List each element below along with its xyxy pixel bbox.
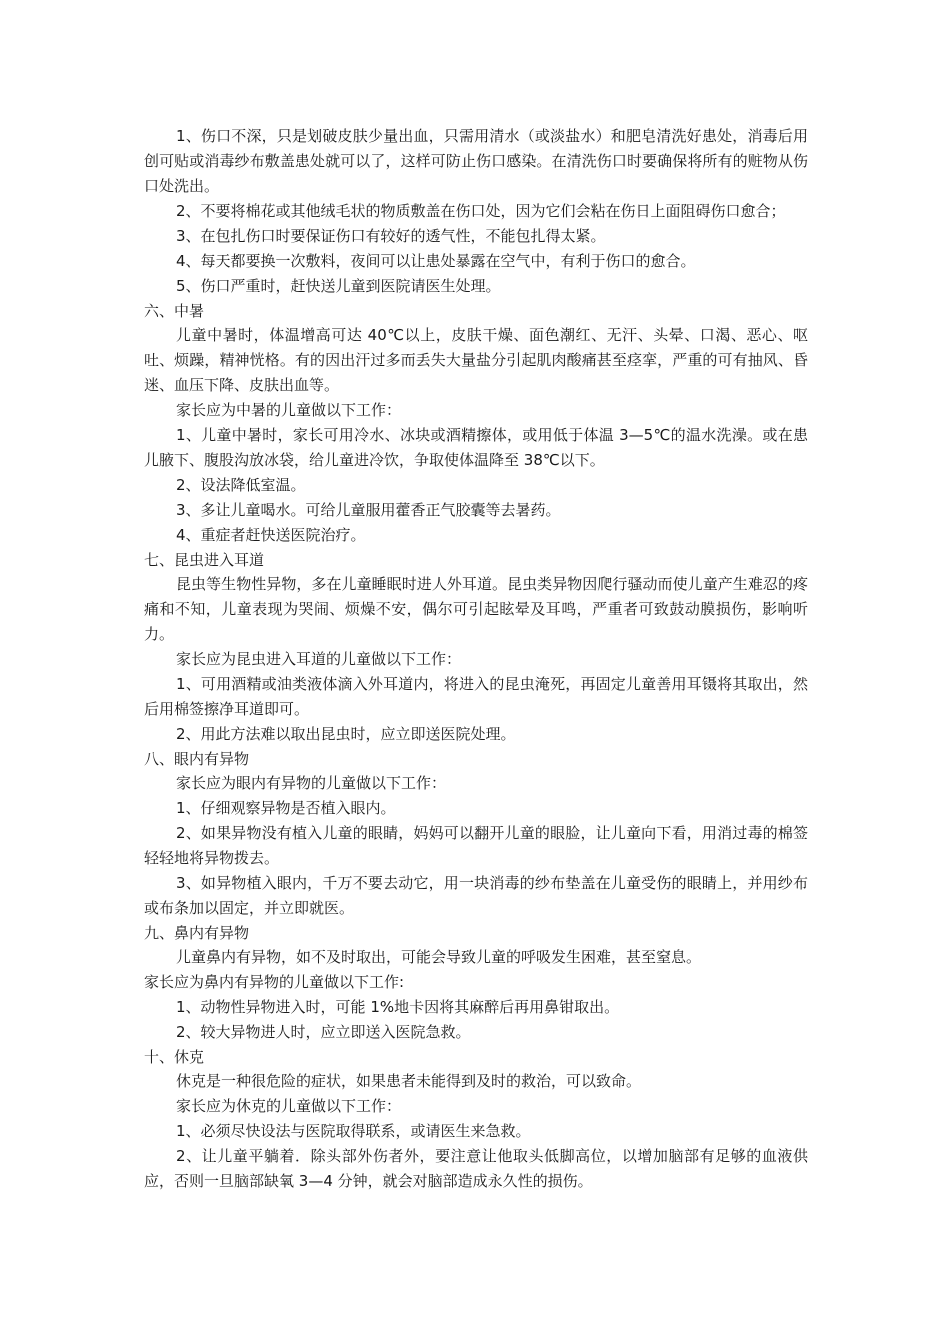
paragraph: 休克是一种很危险的症状，如果患者未能得到及时的救治，可以致命。 xyxy=(176,1072,642,1090)
paragraph: 2、让儿童平躺着．除头部外伤者外，要注意让他取头低脚高位，以增加脑部有足够的血液供应，否则一旦脑部缺氧 3—4 分钟，就会对脑部造成永久性的损伤。 xyxy=(144,1147,808,1190)
paragraph: 3、多让儿童喝水。可给儿童服用藿香正气胶囊等去暑药。 xyxy=(176,501,561,519)
paragraph: 家长应为休克的儿童做以下工作： xyxy=(176,1097,402,1115)
paragraph: 2、较大异物进人时，应立即送入医院急救。 xyxy=(176,1023,471,1041)
paragraph: 家长应为中暑的儿童做以下工作： xyxy=(176,401,402,419)
paragraph: 1、可用酒精或油类液体滴入外耳道内，将进入的昆虫淹死，再固定儿童善用耳镊将其取出，然后用棉签擦净耳道即可。 xyxy=(144,675,808,718)
paragraph: 家长应为眼内有异物的儿童做以下工作： xyxy=(176,774,447,792)
paragraph: 4、每天都要换一次敷料，夜间可以让患处暴露在空气中，有利于伤口的愈合。 xyxy=(176,252,696,270)
section-heading: 十、休克 xyxy=(144,1048,205,1066)
section-heading: 七、昆虫进入耳道 xyxy=(144,551,265,569)
paragraph: 2、设法降低室温。 xyxy=(176,476,306,494)
section-heading: 六、中暑 xyxy=(144,302,205,320)
paragraph: 1、仔细观察异物是否植入眼内。 xyxy=(176,799,396,817)
paragraph: 2、不要将棉花或其他绒毛状的物质敷盖在伤口处，因为它们会粘在伤日上面阻碍伤口愈合； xyxy=(176,202,786,220)
paragraph: 3、如异物植入眼内，千万不要去动它，用一块消毒的纱布垫盖在儿童受伤的眼睛上，并用纱布或布条加以固定，并立即就医。 xyxy=(144,874,808,917)
paragraph: 儿童鼻内有异物，如不及时取出，可能会导致儿童的呼吸发生困难，甚至窒息。 xyxy=(176,948,702,966)
paragraph: 昆虫等生物性异物，多在儿童睡眠时进人外耳道。昆虫类异物因爬行骚动而使儿童产生难忍的疼痛和不知，儿童表现为哭闹、烦燥不安，偶尔可引起眩晕及耳鸣，严重者可致鼓动膜损伤，影响听力。 xyxy=(144,575,808,643)
section-heading: 九、鼻内有异物 xyxy=(144,924,250,942)
paragraph: 3、在包扎伤口时要保证伤口有较好的透气性，不能包扎得太紧。 xyxy=(176,227,606,245)
paragraph: 家长应为鼻内有异物的儿童做以下工作: xyxy=(144,973,405,991)
paragraph: 家长应为昆虫进入耳道的儿童做以下工作： xyxy=(176,650,462,668)
paragraph: 1、动物性异物进入时，可能 1%地卡因将其麻醉后再用鼻钳取出。 xyxy=(176,998,620,1016)
paragraph: 儿童中暑时，体温增高可达 40℃以上，皮肤干燥、面色潮红、无汗、头晕、口渴、恶心、呕吐、烦躁，精神恍格。有的因出汗过多而丢失大量盐分引起肌肉酸痛甚至痉挛，严重的可有抽风、昏迷、血压下降、皮肤出血等。 xyxy=(144,326,808,394)
paragraph: 2、如果异物没有植入儿童的眼睛，妈妈可以翻开儿童的眼脸，让儿童向下看，用消过毒的棉签轻轻地将异物拨去。 xyxy=(144,824,808,867)
document-body xyxy=(144,124,808,1194)
paragraph: 1、伤口不深，只是划破皮肤少量出血，只需用清水（或淡盐水）和肥皂清洗好患处，消毒后用创可贴或消毒纱布敷盖患处就可以了，这样可防止伤口感染。在清洗伤口时要确保将所有的赃物从伤口处洗出。 xyxy=(144,127,808,195)
paragraph: 5、伤口严重时，赶快送儿童到医院请医生处理。 xyxy=(176,277,501,295)
section-heading: 八、眼内有异物 xyxy=(144,750,250,768)
paragraph: 1、儿童中暑时，家长可用冷水、冰块或酒精擦体，或用低于体温 3—5℃的温水洗澡。或在患儿腋下、腹股沟放冰袋，给儿童进冷饮，争取使体温降至 38℃以下。 xyxy=(144,426,808,469)
paragraph: 2、用此方法难以取出昆虫时，应立即送医院处理。 xyxy=(176,725,516,743)
paragraph: 1、必须尽快设法与医院取得联系，或请医生来急救。 xyxy=(176,1122,531,1140)
paragraph: 4、重症者赶快送医院治疗。 xyxy=(176,526,366,544)
